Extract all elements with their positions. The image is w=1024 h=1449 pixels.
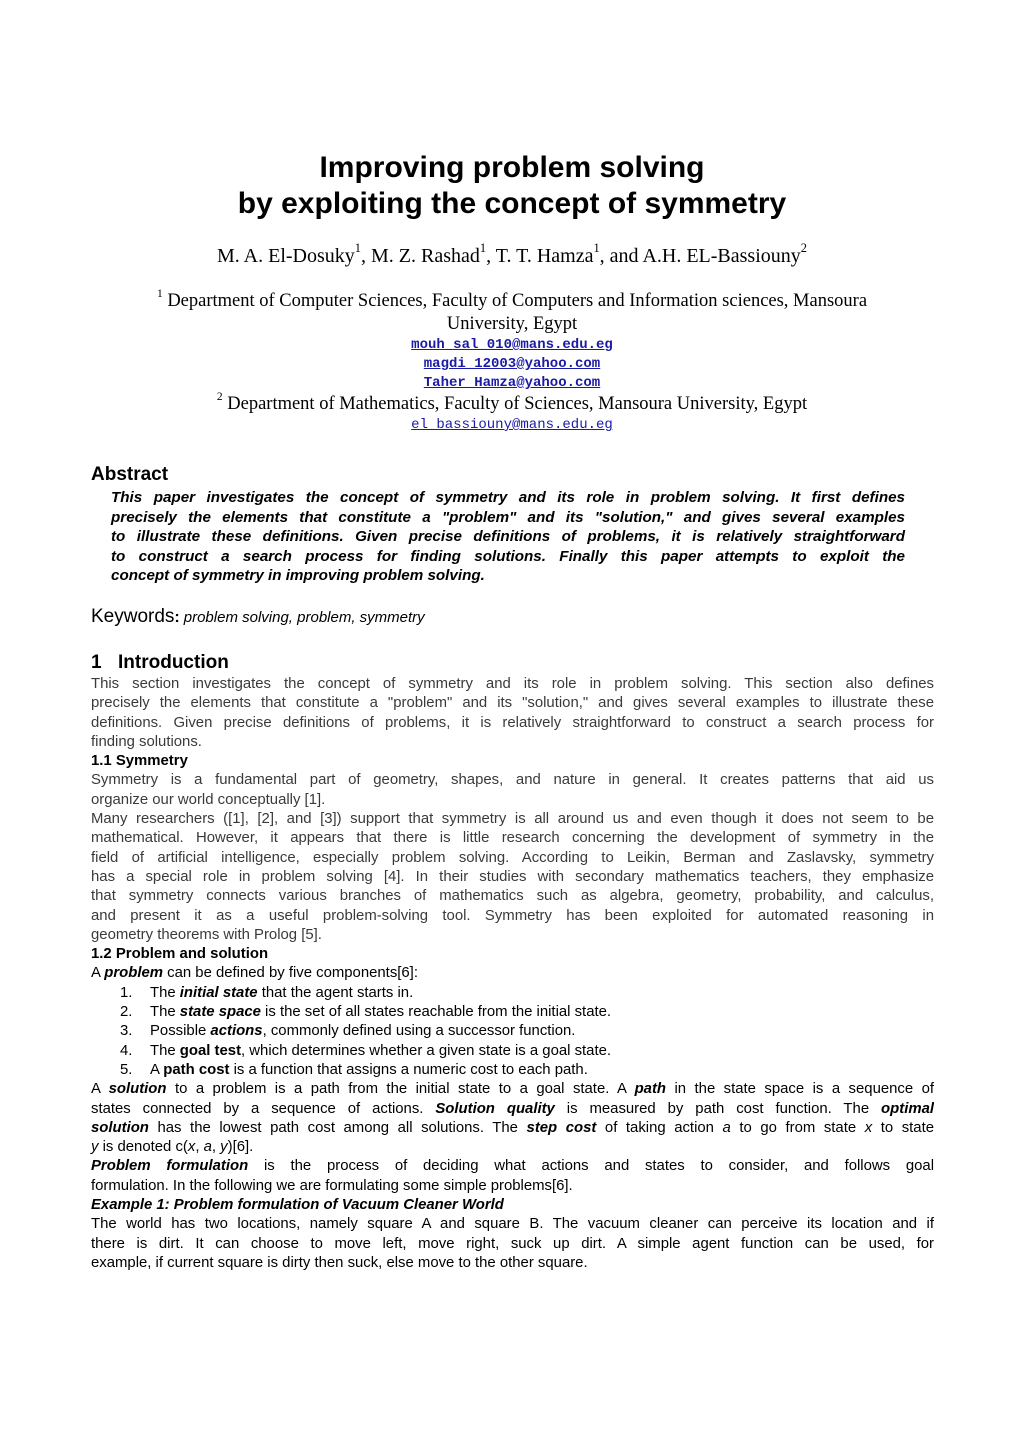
term-state-space: state space <box>179 1004 261 1021</box>
text-run: to state <box>872 1119 934 1136</box>
var-x: x <box>864 1119 873 1136</box>
list-number: 1. <box>120 984 133 1001</box>
list-number: 4. <box>120 1042 133 1059</box>
section-1-heading <box>91 652 229 674</box>
body-line: formulation. In the following we are formulating some simple problems[6]. <box>91 1177 573 1194</box>
body-line: and present it as a useful problem-solving tool. Symmetry has been exploited for automated reasoning in <box>91 907 934 924</box>
text-run: to a problem is a path from the initial state to a goal state. A <box>166 1081 635 1098</box>
author-separator: , and <box>599 245 643 267</box>
term-step-cost: step cost <box>526 1119 597 1136</box>
subsection-heading: 1.2 Problem and solution <box>91 946 269 963</box>
text-run: The <box>150 1042 180 1059</box>
body-line <box>91 964 934 983</box>
affiliation-2 <box>120 393 904 416</box>
email-row <box>0 336 1024 355</box>
body-line <box>91 1157 934 1176</box>
text-run: in the state space is a sequence of <box>666 1081 934 1098</box>
list-item <box>91 1022 934 1041</box>
term-problem-formulation: Problem formulation <box>91 1158 249 1175</box>
text-run: states connected by a sequence of actions. <box>91 1100 436 1117</box>
body-line: example, if current square is dirty then suck, else move to the other square. <box>91 1254 588 1271</box>
keywords-value: problem solving, problem, symmetry <box>183 609 425 626</box>
affiliation-1-line-2: University, Egypt <box>446 314 578 334</box>
abstract-line: precisely the elements that constitute a "problem" and its "solution," and gives several examples <box>111 508 905 526</box>
var-x: x <box>187 1139 196 1156</box>
body-line <box>91 1138 934 1157</box>
author-list <box>0 242 1024 270</box>
list-item <box>91 1042 934 1061</box>
text-run: of taking action <box>596 1119 723 1136</box>
term-actions: actions <box>210 1023 263 1040</box>
author-name: A.H. EL-Bassiouny <box>642 245 801 267</box>
var-a: a <box>203 1139 212 1156</box>
email-link[interactable]: mouh_sal_010@mans.edu.eg <box>411 337 613 353</box>
affiliation-2-sup: 2 <box>216 391 223 404</box>
email-row <box>0 416 1024 435</box>
body-line: geometry theorems with Prolog [5]. <box>91 926 322 943</box>
author-name: M. A. El-Dosuky <box>217 245 355 267</box>
text-run: is denoted c( <box>98 1139 188 1156</box>
body-line <box>91 1080 934 1099</box>
email-row <box>0 355 1024 374</box>
subsection-heading: 1.1 Symmetry <box>91 753 188 770</box>
body-line: This section investigates the concept of symmetry and its role in problem solving. This section also defines <box>91 676 934 692</box>
term-goal-test: goal test <box>179 1042 242 1059</box>
body-line: precisely the elements that constitute a "problem" and its "solution," and gives several examples to illustrate these <box>91 695 934 712</box>
body-line: field of artificial intelligence, especially problem solving. According to Leikin, Berman and Zaslavsky, symmetry <box>91 849 934 866</box>
body-line <box>91 1100 934 1119</box>
text-run: A <box>91 1081 109 1098</box>
var-y: y <box>91 1139 99 1156</box>
text-run: , <box>195 1139 204 1156</box>
body-line: definitions. Given precise definitions of problems, it is relatively straightforward to construct a search process for <box>91 714 934 731</box>
text-run: is the set of all states reachable from the initial state. <box>260 1004 612 1021</box>
author-affil-sup: 2 <box>800 241 807 256</box>
email-link[interactable]: magdi_12003@yahoo.com <box>423 356 601 372</box>
author-separator: , <box>486 245 496 267</box>
author-affil-sup: 1 <box>593 241 600 256</box>
paper-title <box>0 150 1024 222</box>
body-line <box>91 1119 934 1138</box>
text-run: that the agent starts in. <box>257 984 414 1001</box>
body-line: that symmetry connects various branches of mathematics such as algebra, geometry, probability, and calculus, <box>91 888 934 905</box>
email-link[interactable]: Taher_Hamza@yahoo.com <box>423 375 601 391</box>
term-optimal: optimal <box>881 1100 934 1117</box>
term-solution-quality: Solution quality <box>435 1100 555 1117</box>
text-run: The <box>150 984 180 1001</box>
abstract-line: to construct a search process for finding solutions. Finally this paper attempts to exploit the <box>111 547 905 565</box>
var-a: a <box>722 1119 731 1136</box>
keywords-colon: : <box>174 609 180 626</box>
text-run: , commonly defined using a successor function. <box>262 1023 576 1040</box>
title-line-1: Improving problem solving <box>319 151 705 184</box>
affiliation-1-line-1: Department of Computer Sciences, Faculty of Computers and Information sciences, Mansoura <box>167 291 868 311</box>
text-run: A <box>150 1061 164 1078</box>
text-run: , <box>211 1139 221 1156</box>
list-item <box>91 1061 934 1080</box>
text-run: is a function that assigns a numeric cost to each path. <box>229 1061 588 1078</box>
body-line: there is dirt. It can choose to move left, move right, suck up dirt. A simple agent function can be used, for <box>91 1235 934 1252</box>
text-run: has the lowest path cost among all solutions. The <box>148 1119 527 1136</box>
body-line: Symmetry is a fundamental part of geometry, shapes, and nature in general. It creates patterns that aid us <box>91 772 934 789</box>
title-line-2: by exploiting the concept of symmetry <box>237 187 787 220</box>
term-solution: solution <box>91 1119 149 1136</box>
term-solution: solution <box>108 1081 167 1098</box>
body-line: organize our world conceptually [1]. <box>91 791 326 808</box>
keywords-label: Keywords <box>91 606 175 627</box>
text-run: to go from state <box>730 1119 865 1136</box>
list-item <box>91 984 934 1003</box>
body-line: The world has two locations, namely square A and square B. The vacuum cleaner can perceive its location and if <box>91 1216 934 1233</box>
var-y: y <box>220 1139 228 1156</box>
abstract-line: This paper investigates the concept of symmetry and its role in problem solving. It first defines <box>111 489 905 506</box>
affiliation-2-line: Department of Mathematics, Faculty of Sciences, Mansoura University, Egypt <box>227 394 808 414</box>
text-run: Possible <box>150 1023 211 1040</box>
text-run: A <box>91 965 105 982</box>
email-row <box>0 374 1024 393</box>
abstract-heading: Abstract <box>91 464 169 485</box>
term-initial-state: initial state <box>179 984 258 1001</box>
body-line: has a special role in problem solving [4]. In their studies with secondary mathematics teachers, they emphasize <box>91 868 934 885</box>
abstract-line: concept of symmetry in improving problem solving. <box>111 567 485 584</box>
abstract-line: to illustrate these definitions. Given precise definitions of problems, it is relatively straightforward <box>111 528 905 545</box>
author-separator: , <box>361 245 371 267</box>
text-run: , which determines whether a given state is a goal state. <box>241 1042 612 1059</box>
section-1-body <box>91 675 934 1273</box>
text-run: The <box>150 1004 180 1021</box>
text-run: )[6]. <box>227 1139 254 1156</box>
list-item <box>91 1003 934 1022</box>
list-number: 2. <box>120 1004 133 1021</box>
email-link[interactable]: el_bassiouny@mans.edu.eg <box>411 417 613 433</box>
section-number: 1 <box>91 652 102 673</box>
text-run: is measured by path cost function. The <box>554 1100 882 1117</box>
author-affil-sup: 1 <box>479 241 487 256</box>
term-path-cost: path cost <box>163 1061 230 1078</box>
text-run: is the process of deciding what actions and states to consider, and follows goal <box>248 1158 934 1175</box>
body-line: mathematical. However, it appears that there is little research concerning the development of symmetry in the <box>91 830 934 847</box>
body-line: finding solutions. <box>91 733 202 750</box>
list-number: 3. <box>120 1023 133 1040</box>
text-run: can be defined by five components[6]: <box>163 965 418 982</box>
section-title: Introduction <box>118 652 229 673</box>
author-name: T. T. Hamza <box>495 245 594 267</box>
term-path: path <box>634 1081 667 1098</box>
term-problem: problem <box>104 965 163 982</box>
example-heading: Example 1: Problem formulation of Vacuum Cleaner World <box>91 1197 504 1214</box>
list-number: 5. <box>120 1061 133 1078</box>
abstract-body <box>111 488 905 586</box>
author-name: M. Z. Rashad <box>371 245 480 267</box>
keywords-row <box>91 606 425 628</box>
affiliation-1 <box>120 290 904 336</box>
affiliation-1-sup: 1 <box>156 288 163 301</box>
author-affil-sup: 1 <box>354 241 361 256</box>
body-line: Many researchers ([1], [2], and [3]) support that symmetry is all around us and even though it does not seem to be <box>91 811 934 828</box>
